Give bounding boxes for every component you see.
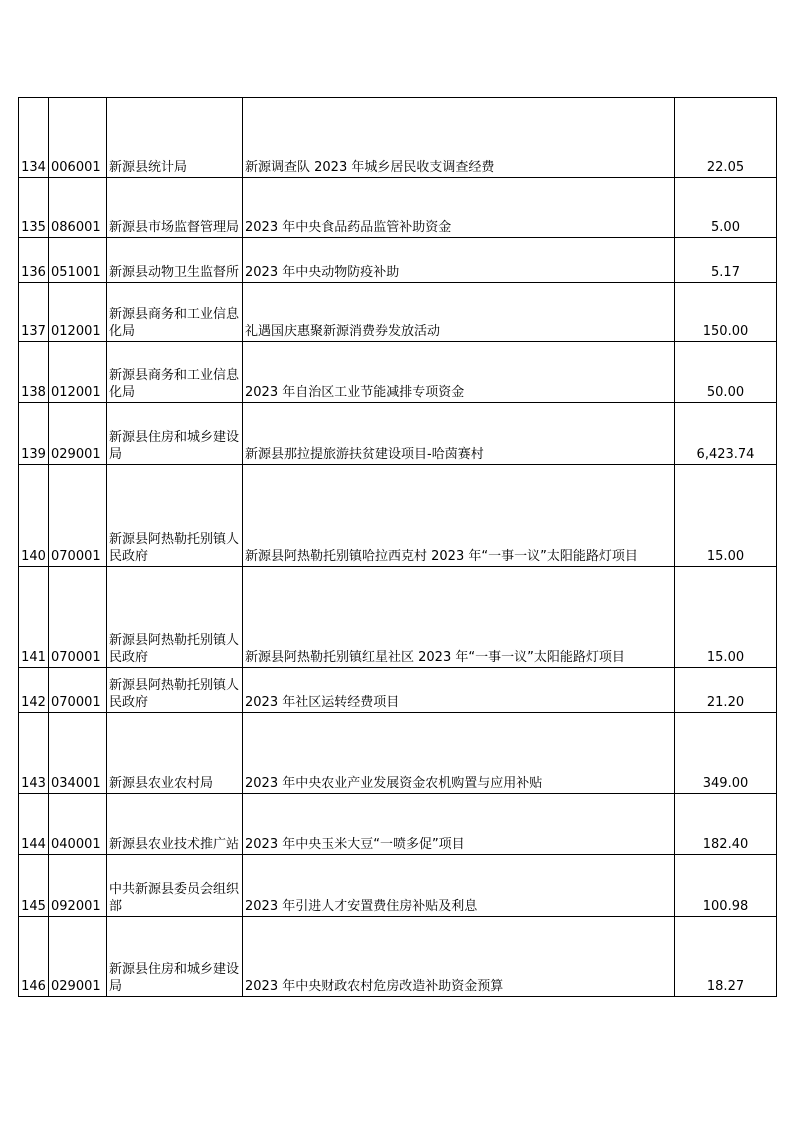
department-name: 中共新源县委员会组织部 (107, 855, 243, 917)
amount: 15.00 (675, 465, 777, 567)
unit-code: 012001 (49, 283, 107, 342)
table-row (19, 917, 777, 997)
table-row (19, 567, 777, 668)
amount: 50.00 (675, 342, 777, 403)
amount: 18.27 (675, 917, 777, 997)
project-name: 新源县那拉提旅游扶贫建设项目-哈茵赛村 (243, 403, 675, 465)
project-name: 2023 年中央食品药品监管补助资金 (243, 178, 675, 238)
amount: 349.00 (675, 713, 777, 794)
row-number: 137 (19, 283, 49, 342)
table-row (19, 465, 777, 567)
department-name: 新源县阿热勒托别镇人民政府 (107, 465, 243, 567)
department-name: 新源县阿热勒托别镇人民政府 (107, 567, 243, 668)
amount: 6,423.74 (675, 403, 777, 465)
row-number: 143 (19, 713, 49, 794)
amount: 150.00 (675, 283, 777, 342)
unit-code: 070001 (49, 465, 107, 567)
department-name: 新源县商务和工业信息化局 (107, 342, 243, 403)
amount: 182.40 (675, 794, 777, 855)
row-number: 142 (19, 668, 49, 713)
unit-code: 040001 (49, 794, 107, 855)
table-body (19, 98, 777, 997)
department-name: 新源县阿热勒托别镇人民政府 (107, 668, 243, 713)
department-name: 新源县统计局 (107, 98, 243, 178)
department-name: 新源县农业技术推广站 (107, 794, 243, 855)
project-name: 新源县阿热勒托别镇哈拉西克村 2023 年“一事一议”太阳能路灯项目 (243, 465, 675, 567)
table-row (19, 855, 777, 917)
table-row (19, 794, 777, 855)
amount: 22.05 (675, 98, 777, 178)
table-row (19, 403, 777, 465)
project-name: 2023 年中央动物防疫补助 (243, 238, 675, 283)
department-name: 新源县住房和城乡建设局 (107, 403, 243, 465)
project-name: 2023 年社区运转经费项目 (243, 668, 675, 713)
row-number: 141 (19, 567, 49, 668)
project-name: 2023 年中央农业产业发展资金农机购置与应用补贴 (243, 713, 675, 794)
unit-code: 051001 (49, 238, 107, 283)
amount: 15.00 (675, 567, 777, 668)
unit-code: 092001 (49, 855, 107, 917)
unit-code: 029001 (49, 403, 107, 465)
department-name: 新源县农业农村局 (107, 713, 243, 794)
project-name: 2023 年中央财政农村危房改造补助资金预算 (243, 917, 675, 997)
unit-code: 070001 (49, 668, 107, 713)
amount: 5.17 (675, 238, 777, 283)
row-number: 145 (19, 855, 49, 917)
row-number: 146 (19, 917, 49, 997)
unit-code: 086001 (49, 178, 107, 238)
row-number: 144 (19, 794, 49, 855)
project-name: 新源县阿热勒托别镇红星社区 2023 年“一事一议”太阳能路灯项目 (243, 567, 675, 668)
department-name: 新源县市场监督管理局 (107, 178, 243, 238)
unit-code: 029001 (49, 917, 107, 997)
department-name: 新源县动物卫生监督所 (107, 238, 243, 283)
project-name: 2023 年引进人才安置费住房补贴及利息 (243, 855, 675, 917)
table-row (19, 98, 777, 178)
department-name: 新源县住房和城乡建设局 (107, 917, 243, 997)
row-number: 134 (19, 98, 49, 178)
table-row (19, 342, 777, 403)
project-name: 2023 年自治区工业节能减排专项资金 (243, 342, 675, 403)
table-row (19, 238, 777, 283)
amount: 5.00 (675, 178, 777, 238)
row-number: 140 (19, 465, 49, 567)
budget-table (18, 97, 777, 997)
table-row (19, 713, 777, 794)
row-number: 138 (19, 342, 49, 403)
amount: 100.98 (675, 855, 777, 917)
table-row (19, 178, 777, 238)
department-name: 新源县商务和工业信息化局 (107, 283, 243, 342)
table-row (19, 668, 777, 713)
row-number: 139 (19, 403, 49, 465)
row-number: 136 (19, 238, 49, 283)
amount: 21.20 (675, 668, 777, 713)
project-name: 2023 年中央玉米大豆“一喷多促”项目 (243, 794, 675, 855)
unit-code: 012001 (49, 342, 107, 403)
unit-code: 070001 (49, 567, 107, 668)
table-row (19, 283, 777, 342)
project-name: 新源调查队 2023 年城乡居民收支调查经费 (243, 98, 675, 178)
project-name: 礼遇国庆惠聚新源消费券发放活动 (243, 283, 675, 342)
unit-code: 006001 (49, 98, 107, 178)
unit-code: 034001 (49, 713, 107, 794)
row-number: 135 (19, 178, 49, 238)
